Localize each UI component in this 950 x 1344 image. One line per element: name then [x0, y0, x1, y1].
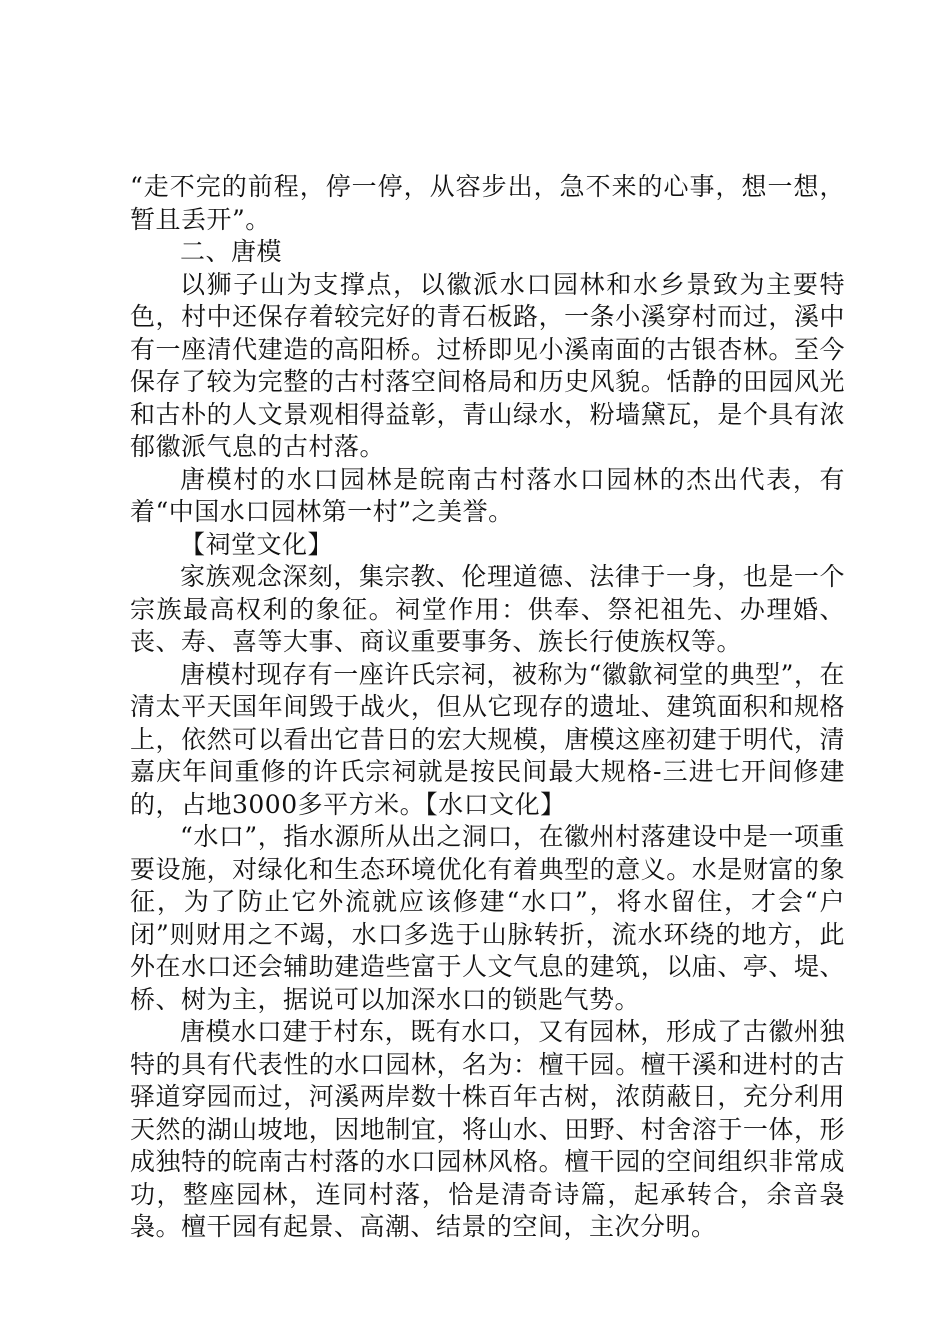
paragraph-xu-ancestral-hall: 唐模村现存有一座许氏宗祠，被称为“徽歙祠堂的典型”，在清太平天国年间毁于战火，但从它现存的遗址、建筑面积和规格上，依然可以看出它昔日的宏大规模，唐模这座初建于明代，清嘉庆年间重修的许氏宗祠就是按民间最大规格-三进七开间修建的，占地3000多平方米。【水口文化】 — [130, 659, 845, 819]
paragraph-intro-quote: “走不完的前程，停一停，从容步出，急不来的心事，想一想，暂且丢开”。 — [130, 172, 845, 234]
paragraph-shuikou-garden: 唐模村的水口园林是皖南古村落水口园林的杰出代表，有着“中国水口园林第一村”之美誉。 — [130, 464, 845, 526]
paragraph-shuikou-meaning: “水口”，指水源所从出之洞口，在徽州村落建设中是一项重要设施，对绿化和生态环境优化有着典型的意义。水是财富的象征，为了防止它外流就应该修建“水口”，将水留住，才会“户闭”则财用之不竭，水口多选于山脉转折，流水环绕的地方，此外在水口还会辅助建造些富于人文气息的建筑，以庙、亭、堤、桥、树为主，据说可以加深水口的锁匙气势。 — [130, 822, 845, 1014]
document-body — [130, 171, 845, 1244]
paragraph-clan-concept: 家族观念深刻，集宗教、伦理道德、法律于一身，也是一个宗族最高权利的象征。祠堂作用：供奉、祭祀祖先、办理婚、丧、寿、喜等大事、商议重要事务、族长行使族权等。 — [130, 562, 845, 656]
paragraph-tangan-garden: 唐模水口建于村东，既有水口，又有园林，形成了古徽州独特的具有代表性的水口园林，名为：檀干园。檀干溪和进村的古驿道穿园而过，河溪两岸数十株百年古树，浓荫蔽日，充分利用天然的湖山坡地，因地制宜，将山水、田野、村舍溶于一体，形成独特的皖南古村落的水口园林风格。檀干园的空间组织非常成功，整座园林，连同村落，恰是清奇诗篇，起承转合，余音袅袅。檀干园有起景、高潮、结景的空间，主次分明。 — [130, 1017, 845, 1241]
section-heading-ancestral-hall: 【祠堂文化】 — [180, 529, 334, 559]
paragraph-tangmo-description: 以狮子山为支撑点，以徽派水口园林和水乡景致为主要特色，村中还保存着较完好的青石板路，一条小溪穿村而过，溪中有一座清代建造的高阳桥。过桥即见小溪南面的古银杏林。至今保存了较为完整的古村落空间格局和历史风貌。恬静的田园风光和古朴的人文景观相得益彰，青山绿水，粉墙黛瓦，是个具有浓郁徽派气息的古村落。 — [130, 269, 845, 461]
section-heading-tangmo: 二、唐模 — [180, 237, 283, 266]
